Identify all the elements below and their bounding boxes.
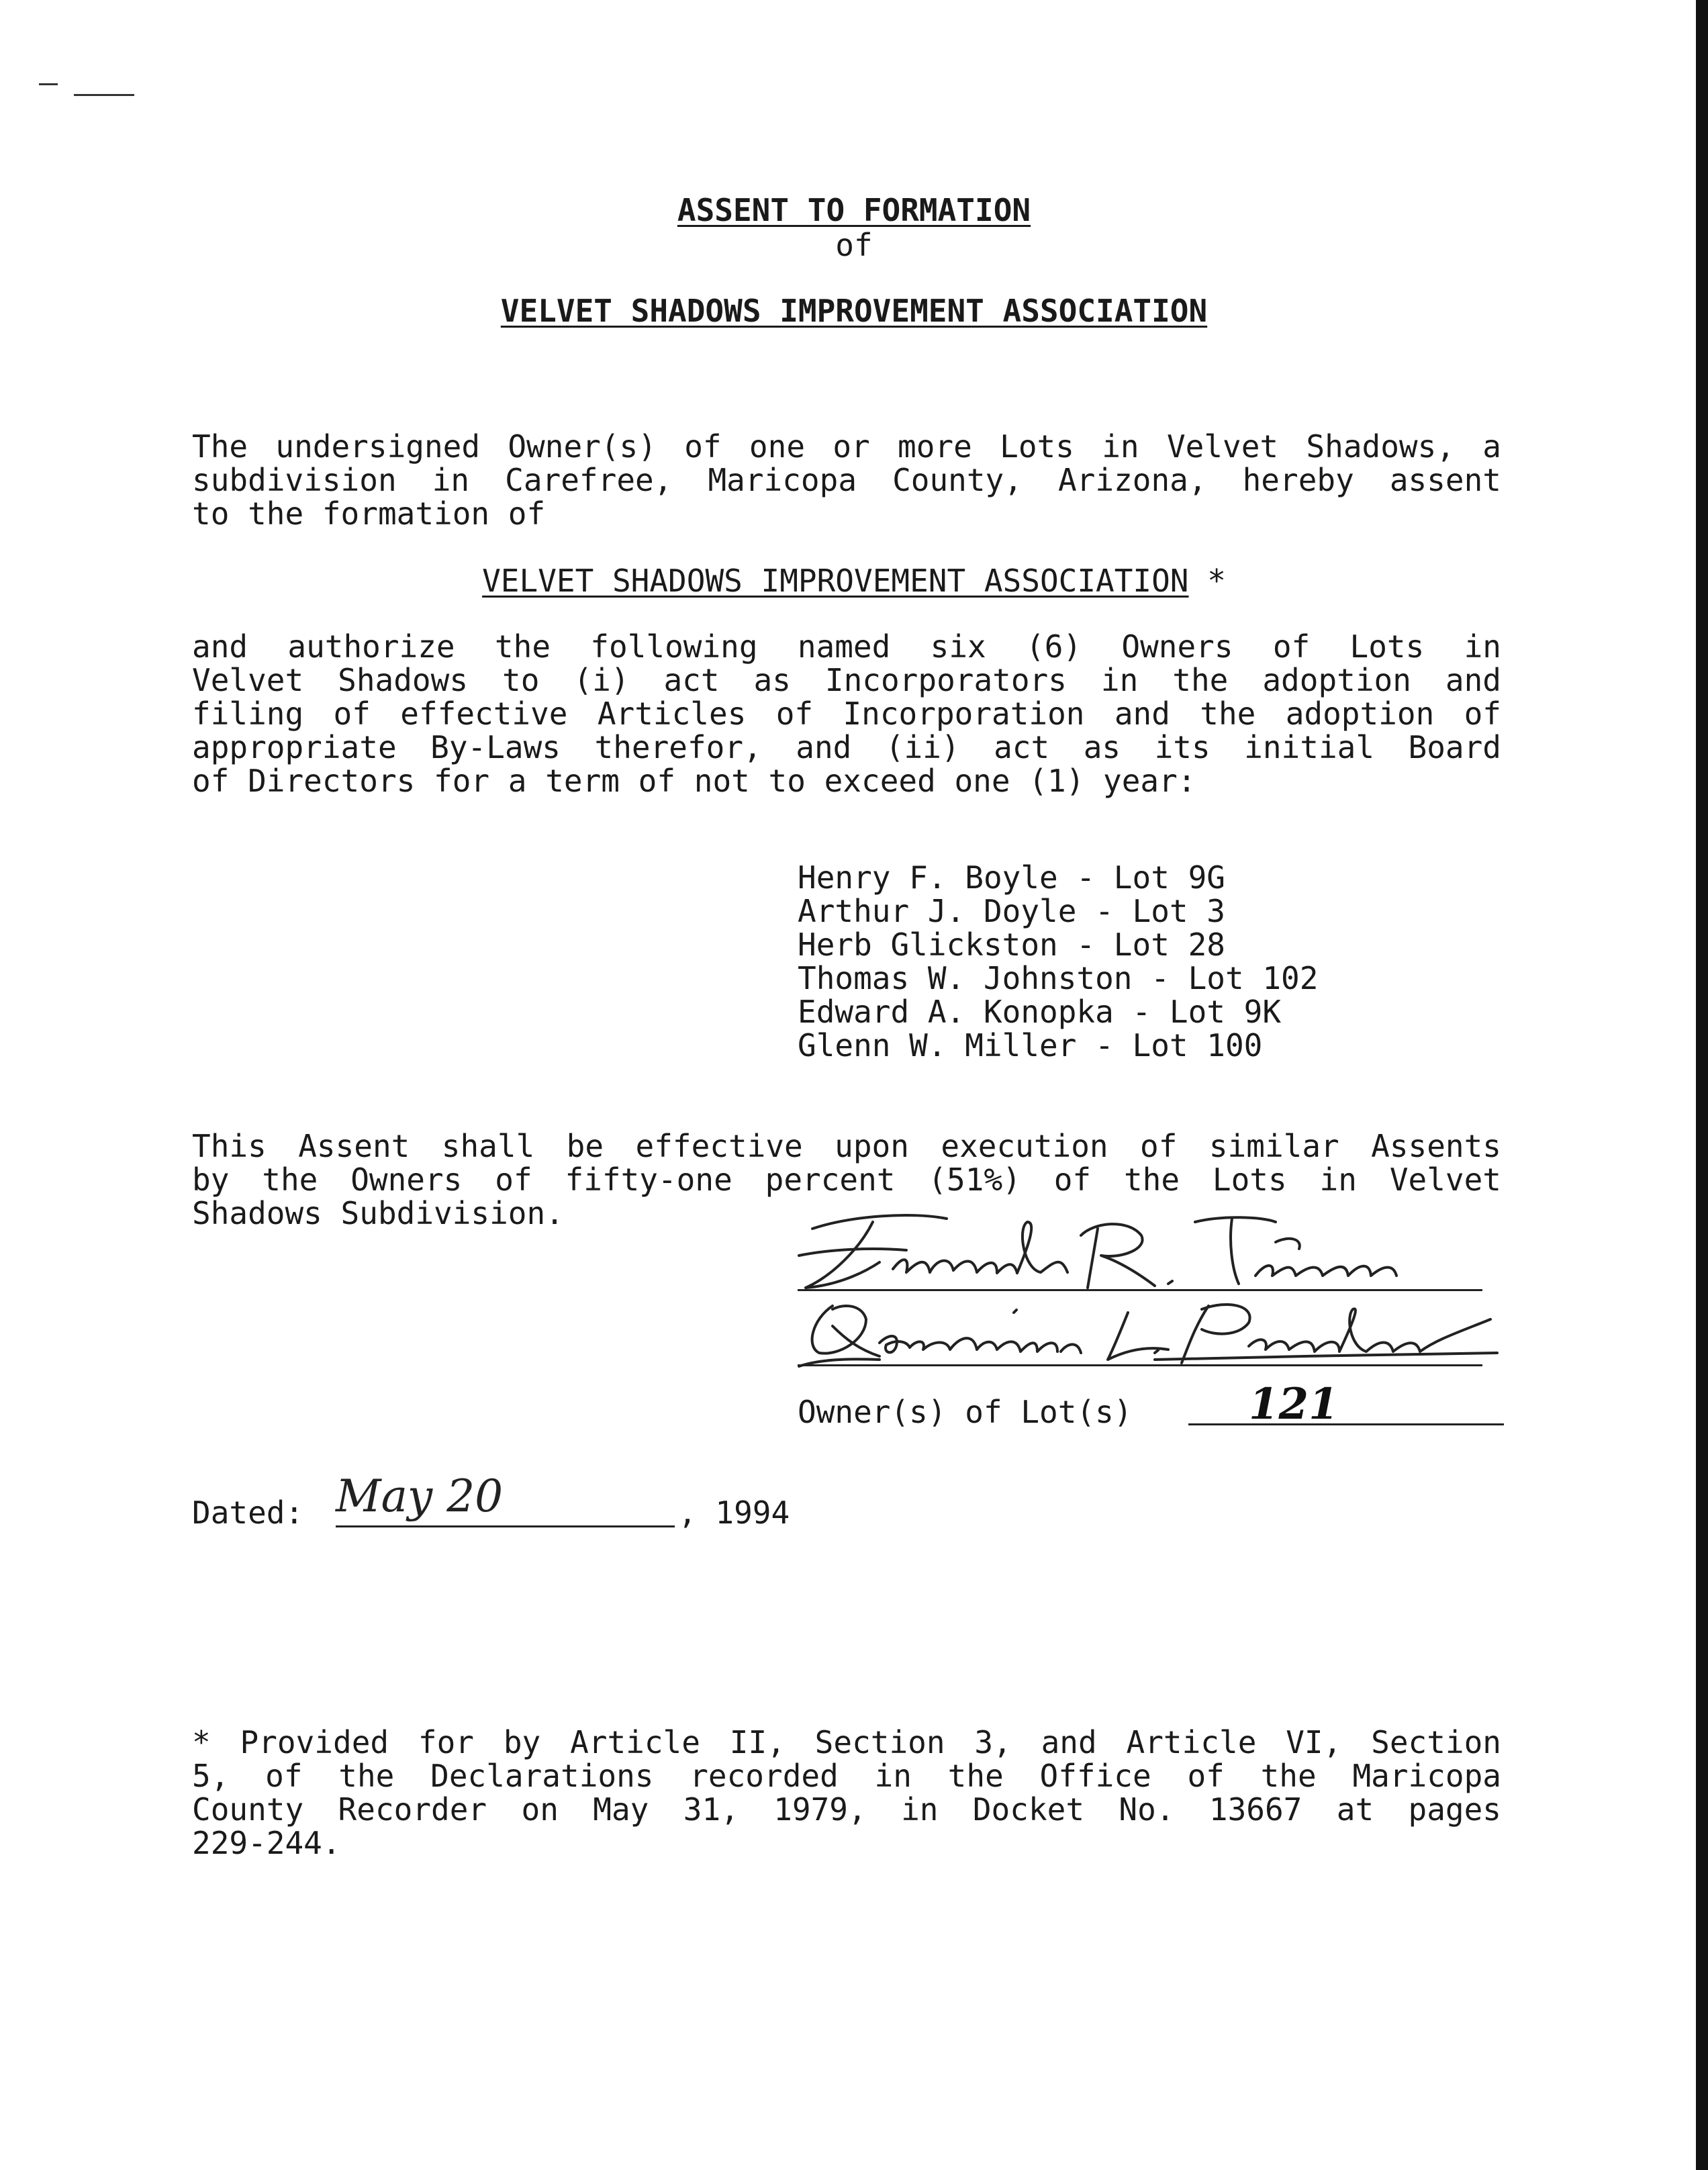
association-heading: [0, 563, 1708, 599]
list-item: Edward A. Konopka - Lot 9K: [798, 994, 1282, 1030]
text-line: The undersigned Owner(s) of one or more Lots in Velvet Shadows, a: [192, 428, 1501, 465]
signature-line: [798, 1289, 1482, 1291]
lot-number-line: [1188, 1423, 1504, 1425]
dated-label: Dated:: [192, 1495, 304, 1531]
list-item: Henry F. Boyle - Lot 9G: [798, 859, 1225, 896]
list-item: Thomas W. Johnston - Lot 102: [798, 960, 1319, 996]
text-line: and authorize the following named six (6) Owners of Lots in: [192, 628, 1501, 665]
year-value: , 1994: [678, 1495, 790, 1531]
text-line: * Provided for by Article II, Section 3, and Article VI, Section: [192, 1724, 1501, 1760]
text-line: filing of effective Articles of Incorporation and the adoption of: [192, 696, 1501, 732]
lot-number-value: 121: [1249, 1379, 1339, 1429]
text-line: by the Owners of fifty-one percent (51%) of the Lots in Velvet: [192, 1162, 1501, 1198]
list-item: Herb Glickston - Lot 28: [798, 927, 1225, 963]
authorize-paragraph: [192, 630, 1501, 798]
incorporator-list: [798, 861, 1318, 1062]
text-line: 229-244.: [192, 1825, 341, 1861]
footnote-paragraph: [192, 1726, 1501, 1860]
text-line: County Recorder on May 31, 1979, in Docket No. 13667 at pages: [192, 1791, 1501, 1828]
text-line: of Directors for a term of not to exceed one (1) year:: [192, 763, 1196, 799]
text-line: Shadows Subdivision.: [192, 1195, 564, 1231]
text-line: to the formation of: [192, 496, 546, 532]
document-title: ASSENT TO FORMATION: [677, 192, 1031, 228]
date-value: May 20: [336, 1470, 504, 1522]
text-line: subdivision in Carefree, Maricopa County, Arizona, hereby assent: [192, 462, 1501, 498]
signature-rosemarie: [792, 1292, 1504, 1373]
association-title: VELVET SHADOWS IMPROVEMENT ASSOCIATION: [500, 293, 1208, 329]
text-line: appropriate By-Laws therefor, and (ii) act as its initial Board: [192, 729, 1501, 765]
association-heading-name: VELVET SHADOWS IMPROVEMENT ASSOCIATION: [482, 563, 1189, 599]
date-line: [336, 1525, 675, 1527]
list-item: Glenn W. Miller - Lot 100: [798, 1027, 1263, 1064]
scan-mark: [39, 83, 58, 85]
signature-line: [798, 1364, 1482, 1366]
text-line: 5, of the Declarations recorded in the Office of the Maricopa: [192, 1758, 1501, 1794]
title-of: of: [835, 227, 873, 263]
owner-lot-label: Owner(s) of Lot(s): [798, 1394, 1133, 1430]
scan-mark: [74, 94, 134, 96]
text-line: Velvet Shadows to (i) act as Incorporators in the adoption and: [192, 662, 1501, 698]
list-item: Arthur J. Doyle - Lot 3: [798, 893, 1225, 929]
text-line: This Assent shall be effective upon execution of similar Assents: [192, 1128, 1501, 1164]
intro-paragraph: [192, 430, 1501, 530]
signature-frederick: [792, 1209, 1423, 1296]
footnote-marker: *: [1188, 563, 1226, 599]
